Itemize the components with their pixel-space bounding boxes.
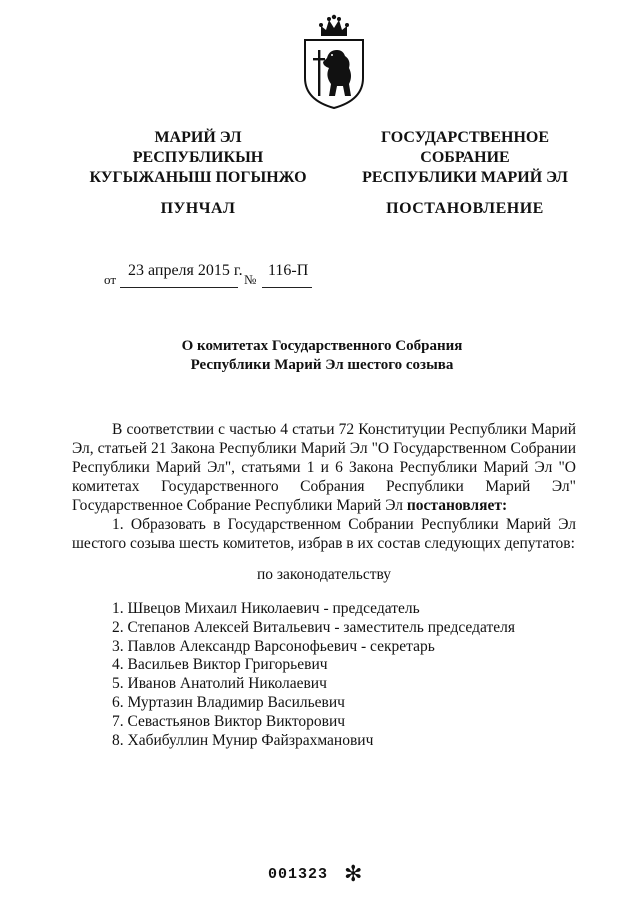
document-date: 23 апреля 2015 г. <box>128 262 243 279</box>
header-right-line: РЕСПУБЛИКИ МАРИЙ ЭЛ <box>362 169 568 186</box>
body-paragraph <box>72 420 576 515</box>
body-paragraph: 1. Образовать в Государственном Собрании Республики Марий Эл шестого созыва шесть комитетов, избрав в их состав следующих депутатов: <box>72 516 576 552</box>
asterisk-mark-icon: ✻ <box>344 861 363 886</box>
title-line: О комитетах Государственного Собрания <box>181 338 463 354</box>
serial-number: 001323 <box>268 866 329 883</box>
list-item: 2. Степанов Алексей Витальевич - заместитель председателя <box>112 618 515 636</box>
list-item: 1. Швецов Михаил Николаевич - председатель <box>112 600 420 617</box>
list-item: 6. Муртазин Владимир Васильевич <box>112 693 345 711</box>
header-left-line: РЕСПУБЛИКЫН <box>132 149 264 166</box>
list-item: 3. Павлов Александр Варсонофьевич - секретарь <box>112 637 435 655</box>
header-left-line: МАРИЙ ЭЛ <box>154 129 242 146</box>
list-item: 7. Севастьянов Виктор Викторович <box>112 712 346 730</box>
resolution-keyword: постановляет: <box>406 497 508 514</box>
header-left-line: КУГЫЖАНЫШ ПОГЫНЖО <box>89 169 307 186</box>
title-line: Республики Марий Эл шестого созыва <box>190 357 454 373</box>
paragraph-text: В соответствии с частью 4 статьи 72 Конституции Республики Марий Эл, статьей 21 Закона Республики Марий Эл "О Государственном Собрании Республики Марий Эл", статьями 1 и 6 Закона Республики Марий Эл "О комитетах Государственного Собрания Республики Марий Эл" Государственное Собрание Республики Марий Эл <box>72 421 576 514</box>
from-label: от <box>104 272 117 287</box>
document-number: 116-П <box>268 262 309 279</box>
list-item: 4. Васильев Виктор Григорьевич <box>112 656 328 674</box>
doc-type-mari: ПУНЧАЛ <box>160 200 236 217</box>
number-underline <box>262 287 312 288</box>
list-item: 8. Хабибуллин Мунир Файзрахманович <box>112 731 374 749</box>
document-title <box>60 337 584 375</box>
header-left <box>60 128 336 188</box>
header-right <box>330 128 600 188</box>
number-label: № <box>244 272 257 287</box>
coat-of-arms-icon <box>299 14 369 110</box>
committee-name: по законодательству <box>256 566 392 583</box>
header-right-line: ГОСУДАРСТВЕННОЕ <box>381 129 549 146</box>
date-underline <box>120 287 238 288</box>
doc-type-russian: ПОСТАНОВЛЕНИЕ <box>386 200 544 217</box>
header-right-line: СОБРАНИЕ <box>420 149 510 166</box>
members-list <box>112 600 515 750</box>
document-body <box>72 420 576 553</box>
list-item: 5. Иванов Анатолий Николаевич <box>112 675 327 693</box>
